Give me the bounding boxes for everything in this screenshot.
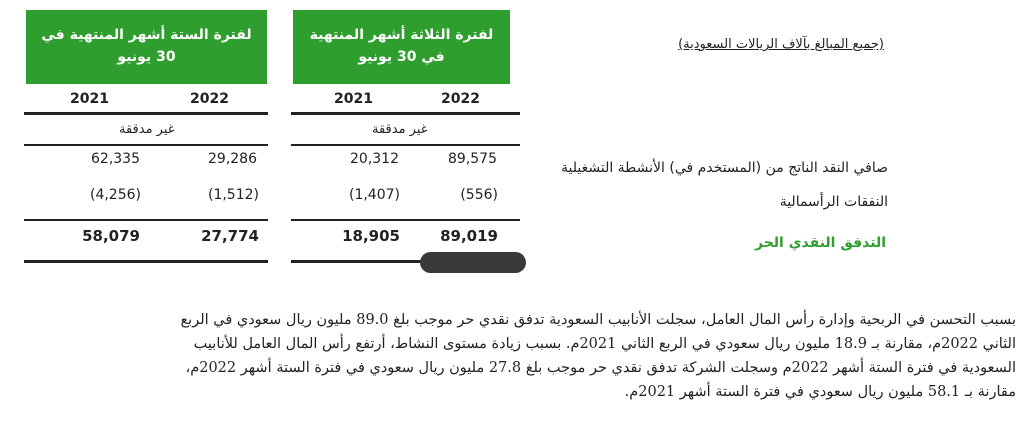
rule-year-h [24,112,268,115]
paragraph-line: السعودية في فترة الستة أشهر 2022م وسجلت الشركة تدفق نقدي حر موجب بلغ 27.8 مليون ريال سعودي في فترة الستة أشهر 2022م، [185,360,1016,376]
r3-h-2021: 58,079 [82,227,140,245]
rule-unaudited-q [291,144,520,146]
rule-year-q [291,112,520,115]
year-q-2022: 2022 [441,91,480,107]
r1-q-2021: 20,312 [350,151,399,167]
rule-subtotal-h [24,219,268,221]
header-3-months-title: لفترة الثلاثة أشهر المنتهية في 30 يونيو [309,27,494,65]
rule-unaudited-h [24,144,268,146]
paragraph-line: مقارنة بـ 58.1 مليون ريال سعودي في فترة الستة أشهر 2021م. [624,384,1016,400]
header-3-months [293,10,510,84]
r1-h-2022: 29,286 [208,151,257,167]
year-q-2021: 2021 [334,91,373,107]
paragraph-line: الثاني 2022م، مقارنة بـ 18.9 مليون ريال سعودي في الربع الثاني 2021م. بسبب زيادة مستوى النشاط، أرتفع رأس المال العامل للأنابيب [193,336,1016,352]
r3-label: التدفق النقدي الحر [754,235,886,251]
r3-q-2022: 89,019 [440,227,498,245]
r1-q-2022: 89,575 [448,151,497,167]
unaudited-h: غير مدققة [119,122,175,137]
commentary-paragraph [8,308,1016,404]
rule-subtotal-q [291,219,520,221]
year-h-2022: 2022 [190,91,229,107]
r2-q-2021: (1,407) [348,187,400,203]
header-6-months [26,10,267,84]
redaction-blot [420,252,526,273]
year-h-2021: 2021 [70,91,109,107]
header-6-months-title: لفترة الستة أشهر المنتهية في 30 يونيو [41,27,252,65]
r1-h-2021: 62,335 [91,151,140,167]
r3-q-2021: 18,905 [342,227,400,245]
r2-h-2022: (1,512) [207,187,259,203]
r2-label: النفقات الرأسمالية [779,194,888,210]
r3-h-2022: 27,774 [201,227,259,245]
r2-q-2022: (556) [460,187,498,203]
rule-total-h [24,260,268,263]
paragraph-line: بسبب التحسن في الربحية وإدارة رأس المال العامل، سجلت الأنابيب السعودية تدفق نقدي حر موجب بلغ 89.0 مليون ريال سعودي في الربع [180,312,1016,328]
r2-h-2021: (4,256) [89,187,141,203]
r1-label: صافي النقد الناتج من (المستخدم في) الأنشطة التشغيلية [561,160,888,176]
unaudited-q: غير مدققة [372,122,428,137]
units-note: (جميع المبالغ بآلاف الريالات السعودية) [678,37,884,52]
